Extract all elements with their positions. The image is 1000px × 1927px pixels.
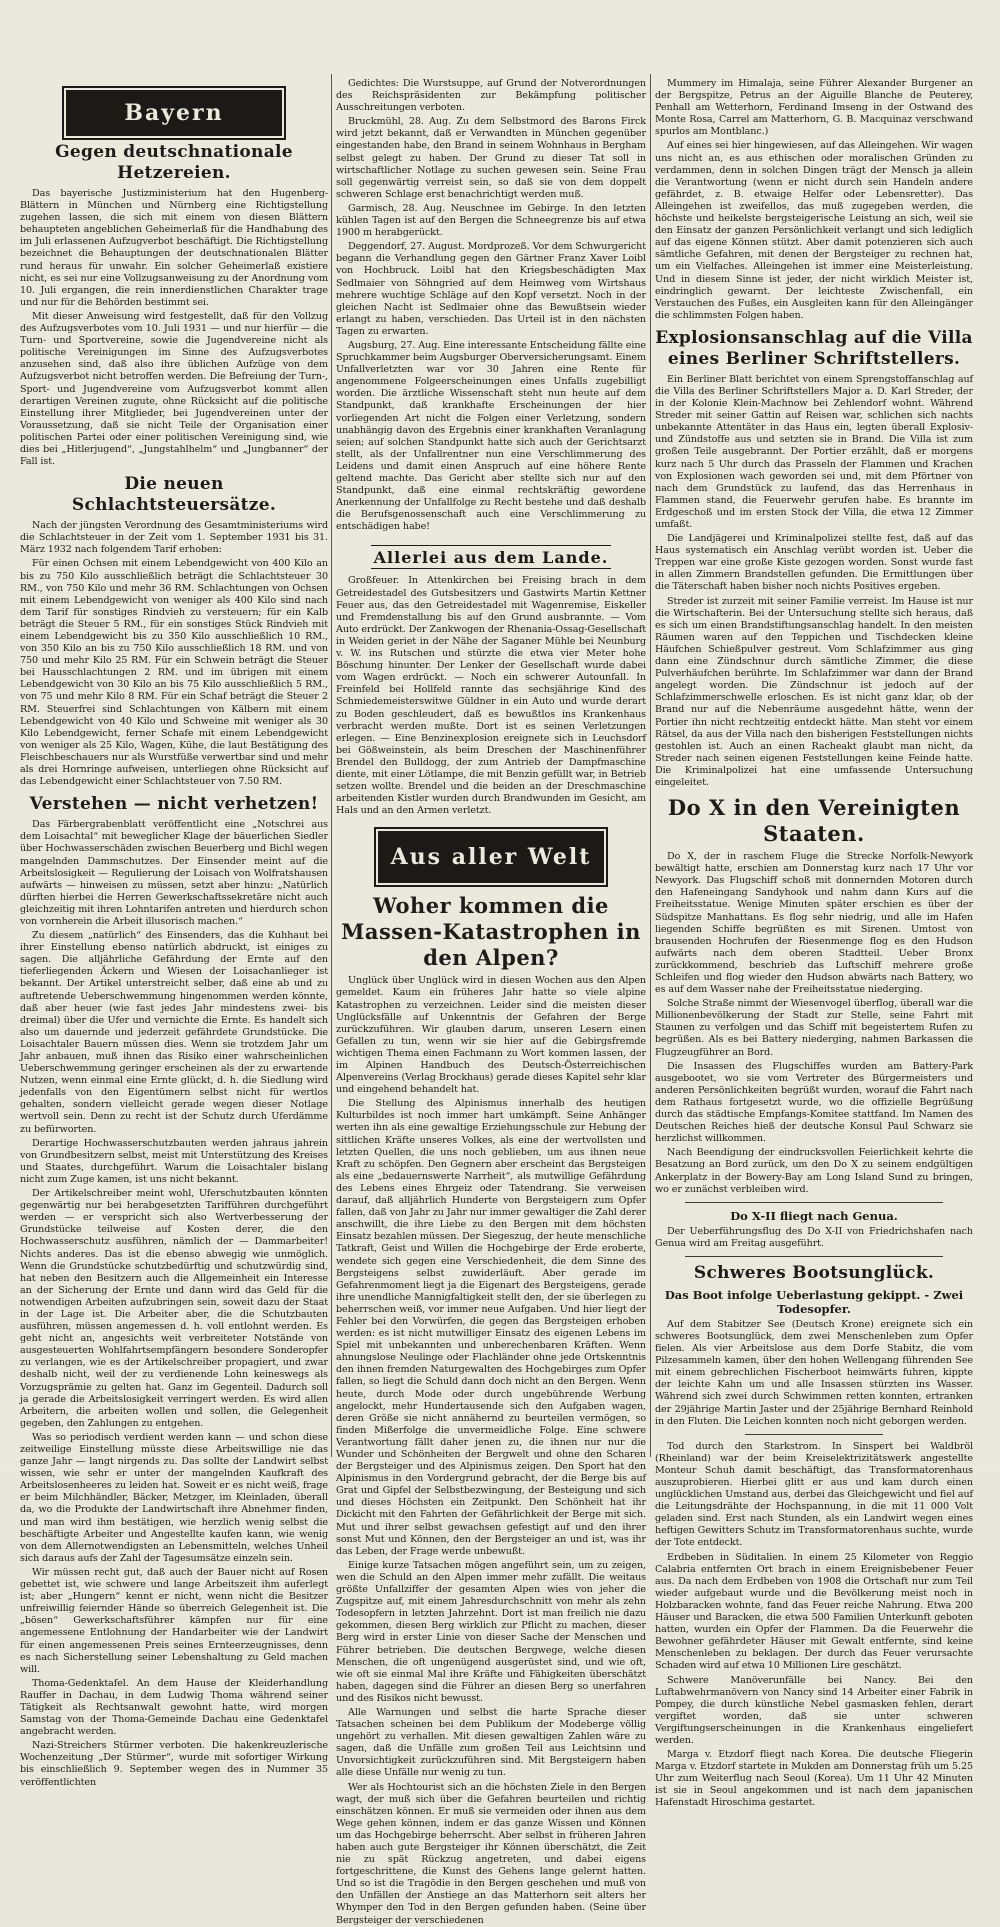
news-item: Marga v. Etzdorf fliegt nach Korea. Die deutsche Fliegerin Marga v. Etzdorf startete in Mukden am Donnerstag früh um 5.25 Uhr zum Weiterflug nach Seoul (Korea). Um 11 Uhr 42 Minuten ist sie in Seoul angekommen und ist nach dem japanischen Hafenstadt Hiroschima gestartet. bbox=[655, 1749, 973, 1809]
article-paragraph: Derartige Hochwasserschutzbauten werden jahraus jahrein von Grundbesitzern selbst, meist mit Unterstützung des Kreises und Staates, durchgeführt. Warum die Loisachtaler bislang nicht zum Zuge kamen, ist uns nicht bekannt. bbox=[20, 1137, 328, 1185]
article-headline: Schweres Bootsunglück. bbox=[693, 1262, 935, 1283]
article-paragraph: Wer als Hochtourist sich an die höchsten Ziele in den Bergen wagt, der muß sich über die Gefahren beurteilen und richtig einschätzen können. Er muß sie vermeiden oder ihnen aus dem Wege gehen können, indem er das ganze Wissen und Können um das Hochgebirge beherrscht. Aber selbst in früheren Jahren haben auch gute Bergsteiger ihr Können überschätzt, die Zeit nie zu spät Rückzug angetreten, und dabei eigens fortgeschrittene, die Kunst des Gehens lange gelernt hatten. Und so ist die Tragödie in den Bergen geschehen und muß von den Unfällen der Anstiege an das Matterhorn seit alters her Whymper den Tod in den Bergen gefunden haben. (Seine über Bergsteiger der verschiedenen bbox=[336, 1781, 646, 1926]
article-headline: Explosionsanschlag auf die Villa eines Berliner Schriftstellers. bbox=[655, 327, 973, 369]
article-headline: Do X-II fliegt nach Genua. bbox=[730, 1208, 898, 1223]
news-item: Großfeuer. In Attenkirchen bei Freising brach in dem Getreidestadel des Gutsbesitzers und Gastwirts Martin Kettner Feuer aus, das den Getreidestadel mit Wagenremise, Eiskeller und Fremdenstallung bis auf den Grund ausbrannte. — Vom Auto erdrückt. Der Zankwogen der Rhenania-Ossag-Gesellschaft in Weiden geriet in der Nähe der Saganer Mühle bei Neunburg v. W. ins Rutschen und stürzte die etwa vier Meter hohe Böschung hinunter. Der Lenker der Gesellschaft wurde dabei vom Wagen erdrückt. — Noch ein schwerer Autounfall. In Freinfeld bei Hollfeld rannte das sechsjährige Kind des Schmiedemeisterswitwe Güldner in ein Auto und wurde derart zu Boden geschleudert, daß es bewußtlos ins Krankenhaus verbracht werden mußte. Dort ist es seinen Verletzungen erlegen. — Eine Benzinexplosion ereignete sich in Leuchsdorf bei Gößweinstein, als beim Dreschen der Maschinenführer Brendel den Bulldogg, der zum Antrieb der Dampfmaschine diente, mit einer Lötlampe, die mit Benzin gefüllt war, in Betrieb setzen wollte. Brendel und die beiden an der Dreschmaschine arbeitenden Kistler wurden durch Brandwunden im Gesicht, am Hals und an den Armen verletzt. bbox=[336, 575, 646, 817]
news-item: Bruckmühl, 28. Aug. Zu dem Selbstmord des Barons Firck wird jetzt bekannt, daß er Verwandten in München gegenüber eingestanden habe, den Brand in seinem Wohnhaus in Bergham selbst gelegt zu haben. Der Grund zu dieser Tat soll in wirtschaftlicher Notlage zu suchen gewesen sein. Seine Frau soll gegenwärtig verreist sein, so daß sie von dem doppelt schweren Schlage erst benachrichtigt werden muß. bbox=[336, 116, 646, 200]
article-paragraph: Wir müssen recht gut, daß auch der Bauer nicht auf Rosen gebettet ist, wie schwere und lange Arbeitszeit ihm auferlegt ist; aber „Hungern“ kennt er nicht, wenn nicht die Besitzer unfreiwillig feiernder Hände so überreich Gelegenheit ist. Die „bösen“ Gewerkschaftsführer kämpfen nur für eine angemessene Entlohnung der Handarbeiter wie der Landwirt für einen angemessenen Preis seines Ernteerzeugnisses, denn es nach Sicherstellung seiner Lebenshaltung zu Geld machen will. bbox=[20, 1566, 328, 1675]
divider bbox=[745, 1434, 883, 1435]
column-3 bbox=[655, 78, 973, 1809]
news-item: Thoma-Gedenktafel. An dem Hause der Kleiderhandlung Rauffer in Dachau, in dem Ludwig Thoma während seiner Tätigkeit als Rechtsanwalt gewohnt hatte, wird morgen Samstag von der Thoma-Gemeinde Dachau eine Gedenktafel angebracht werden. bbox=[20, 1677, 328, 1738]
divider bbox=[685, 1256, 943, 1257]
article-paragraph: Auf eines sei hier hingewiesen, auf das Alleingehen. Wir wagen uns nicht an, es aus ethischen oder moralischen Gründen zu verdammen, denn in solchen Dingen trägt der Mensch ja allein die Verantwortung (wenn er nicht durch sein Handeln andere gefährdet, z. B. etwaige Helfer oder Lebensretter). Das Alleingehen ist zweifellos, das muß zugegeben werden, die höchste und heikelste bergsteigerische Leistung an sich, weil sie den Einsatz der ganzen Persönlichkeit verlangt und sich lediglich auf das eigene Können stützt. Aber damit potenzieren sich auch sämtliche Gefahren, mit denen der Bergsteiger zu rechnen hat, um ein Vielfaches. Alleingehen ist immer eine Meisterleistung. Und in diesem Sinne ist jeder, der nicht wirklich Meister ist, eindringlich gewarnt. Der leichteste Zwischenfall, ein Verstauchen des Fußes, ein Ausgleiten kann für den Alleingänger die schlimmsten Folgen haben. bbox=[655, 140, 973, 321]
article-paragraph: Einige kurze Tatsachen mögen angeführt sein, um zu zeigen, wen die Schuld an den Alpen immer mehr zufällt. Die weitaus größte Unfallziffer der gesamten Alpen wies von jeher die Zugspitze auf, mit einem Jahresdurchschnitt von mehr als zehn Todesopfern in letzten Jahrzehnt. Dort ist man freilich nie dazu gekommen, diesen Berg wirklich zur Pflicht zu machen, dieser Berg wird in erster Linie von dieser Sache der Menschen und Führer betrieben. Die deutschen Bergwege, welche diesen Menschen, die oft ungenügend ausgerüstet sind, und wie oft, wie oft sie einmal Mal ihre Kräfte und Fähigkeiten überschätzt haben, dagegen sind die Führer an diesen Berg so unerfahren und des Risikos nicht bewusst. bbox=[336, 1559, 646, 1704]
article-headline: Die neuen Schlachtsteuersätze. bbox=[71, 474, 277, 516]
section-banner-allerlei: Allerlei aus dem Lande. bbox=[371, 545, 611, 569]
news-item: Tod durch den Starkstrom. In Sinspert bei Waldbröl (Rheinland) war der beim Kreiselektrizitätswerk angestellte Monteur Schuh damit beschäftigt, das Transformatorenhaus auszuprobieren. Hierbei glitt er aus und kam durch einen unglücklichen Umstand aus, derbei das Gleichgewicht und fiel auf die Leitungsdrähte der Hochspannung, in die mit 11 000 Volt geladen sind. Erst nach Stunden, als ein Landwirt wegen eines heftigen Gewitters Schutz im Transformatorenhaus suchte, wurde der Tote entdeckt. bbox=[655, 1440, 973, 1549]
news-item: Augsburg, 27. Aug. Eine interessante Entscheidung fällte eine Spruchkammer beim Augsburger Oberversicherungsamt. Einem Unfallverletzten war vor 30 Jahren eine Rente für angenommene Folgeerscheinungen eines Unfalls zugebilligt worden. Die ärztliche Wissenschaft steht nun heute auf dem Standpunkt, daß krankhafte Erscheinungen der hier vorliegenden Art nicht die Folgen einer Verletzung, sondern unabhängig davon des Ergebnis einer krankhaften Veranlagung seien; auf solchen Standpunkt hatte sich auch der Gerichtsarzt stellt, als der Unfallrentner nun eine Verschlimmerung des Leidens und damit einen Anspruch auf eine höhere Rente geltend machte. Das Gericht aber stellte sich nur auf den Standpunkt, daß eine einmal rechtskräftig gewordene Anerkennung der Unfallfolge zu Recht bestehe und daß deshalb die Berufsgenossenschaft auch eine Verschlimmerung zu entschädigen habe! bbox=[336, 339, 646, 533]
article-paragraph: Unglück über Unglück wird in diesen Wochen aus den Alpen gemeldet. Kaum ein früheres Jahr hatte so viele alpine Katastrophen zu verzeichnen. Leider sind die meisten dieser Unglücksfälle auf Unkenntnis der Gefahren der Berge zurückzuführen. Wir glauben darum, unseren Lesern einen Gefallen zu tun, wenn wir sie hier auf die Gebirgsfremde wichtigen Thema einen Fachmann zu Wort kommen lassen, der im Alpinen Handbuch des Deutsch-Österreichischen Alpenvereins (Verlag Brockhaus) gerade dieses Kapitel sehr klar und eingehend behandelt hat. bbox=[336, 975, 646, 1096]
article-paragraph: Die Stellung des Alpinismus innerhalb des heutigen Kulturbildes ist noch immer hart umkämpft. Seine Anhänger werten ihn als eine gewaltige Erziehungsschule zur Hebung der sittlichen Kräfte unseres Volkes, als eine der wertvollsten und letzten Quellen, die uns noch geblieben, um aus ihnen neue Kraft zu schöpfen. Den Gegnern aber erscheint das Bergsteigen als eine „bedauernswerte Narrheit“, als mutwillige Gefährdung des Lebens eines Ehrgeiz oder Tatendrang. Sie verweisen darauf, daß alljährlich Hunderte von Bergsteigern zum Opfer fallen, daß von Jahr zu Jahr nur immer gewaltiger die Zahl derer anschwillt, die ihre Liebe zu den Bergen mit dem höchsten Einsatz bezahlen müssen. Der Siegeszug, der heute menschliche Tatkraft, Geist und Willen die Hochgebirge der Erde eroberte, wendete sich gegen eine Verschiedenheit, die dem Sinne des Bergsteigens selbst zuwiderläuft. Aber gerade im Gefahrenmoment liegt ja die Eigenart des Bergsteigens, gerade ihre unendliche Mannigfaltigkeit stellt den, der sie überlegen zu beherrschen weiß, vor immer neue Aufgaben. Und hier liegt der Fehler bei den Vorwürfen, die gegen das Bergsteigen erhoben werden: es ist nicht mutwilliger Einsatz des eigenen Lebens im Spiel mit unbekannten und unberechenbaren Kräften. Wenn ahnungslose Neulinge oder Flachländer ohne jede Ortskenntnis den ihnen fremden Naturgewalten des Hochgebirges zum Opfer fallen, so liegt die Schuld dann doch nicht an den Bergen. Wenn heute, durch Mode oder durch ungebührende Werbung angelockt, mehr Hundertausende sich den Aufgaben wagen, deren Größe sie nicht annähernd zu beurteilen vermögen, so finden Mißerfolge die unvermeidliche Folge. Eine schwere Verantwortung fällt daher jenen zu, die ihnen nur nur die Wunder und Schönheiten der Bergwelt und ohne den Scharen der Bergsteiger und des Alpinismus zeigen. Den Sport hat den Alpinismus in den Vordergrund gebracht, der die Berge bis auf Grat und Gipfel der Selbstbezwingung, der Besteigung und sich und dieses Höchsten ein Zeitpunkt. Den Schönheit hat ihr Dickicht mit den Fahrten der Gefährlichkeit der Berge mit sich. Mut und ihrer selbst gewachsen gefestigt auf und den ihrer sonst Mut und Können, den der Bergsteiger an und ist, was ihr das Leben, der Frage werde unbewußt. bbox=[336, 1098, 646, 1557]
article-paragraph: Alle Warnungen und selbst die harte Sprache dieser Tatsachen scheinen bei dem Publikum der Modeberge völlig ungehört zu verhallen. Mit diesen gewaltigen Zahlen wäre zu sagen, daß die Unfälle zum großen Teil aus Leichtsinn und Unvorsichtigkeit zurückzuführen sind. Mit Bergsteigern haben alle diese Unfälle nur wenig zu tun. bbox=[336, 1706, 646, 1779]
column-rule bbox=[331, 74, 332, 1457]
article-paragraph: Die Landjägerei und Kriminalpolizei stellte fest, daß auf das Haus systematisch ein Anschlag verübt worden ist. Ueber die Treppen war eine große Kiste gezogen worden. Sonst wurde fast in allen Zimmern Brandstellen gefunden. Die Ermittlungen über die Täterschaft haben bisher noch nichts Positives ergeben. bbox=[655, 533, 973, 593]
article-paragraph: Auf dem Stabitzer See (Deutsch Krone) ereignete sich ein schweres Bootsunglück, dem zwei Menschenleben zum Opfer fielen. Als vier Arbeitslose aus dem Dorfe Stabitz, die vom Pilzesammeln kamen, über den hohen Wellengang führenden See mit einem gebrechlichen Fischerboot heimwärts fuhren, kippte der leichte Kahn um und alle Insassen stürzten ins Wasser. Während sich zwei durch Schwimmen retten konnten, ertranken der 29jährige Martin Jaster und der 25jährige Bernhard Reinhold in den Fluten. Die Leichen konnten noch nicht geborgen werden. bbox=[655, 1318, 973, 1427]
article-paragraph: Streder ist zurzeit mit seiner Familie verreist. Im Hause ist nur die Wirtschafterin. Bei der Untersuchung stellte sich heraus, daß es sich um einen Brandstiftungsanschlag handelt. In den meisten Räumen waren auf den Teppichen und Tischdecken kleine Häufchen Schießpulver gestreut. Vom Schlafzimmer aus ging dann eine Zündschnur durch sämtliche Zimmer, die diese Pulverhäufchen berührte. Im Schlafzimmer war dann der Brand angelegt worden. Die Zündschnur ist jedoch auf der Schlafzimmerschwelle erloschen. Es ist nicht ganz klar, ob der Brand nur auf die Nebenräume ausgedehnt hätte, wenn der Portier ihn nicht rechtzeitig entdeckt hätte. Man steht vor einem Rätsel, da aus der Villa nach den bisherigen Feststellungen nichts gestohlen ist. Auch an einen Racheakt glaubt man nicht, da Streder nach seinen eigenen Feststellungen keine Feinde hatte. Die Kriminalpolizei hat eine umfassende Untersuchung eingeleitet. bbox=[655, 595, 973, 788]
article-paragraph: Der Artikelschreiber meint wohl, Uferschutzbauten könnten gegenwärtig nur bei herabgesetzten Tarifführen durchgeführt werden — er verspricht sich also Wertverbesserung der Grundstücke teilweise auf Kosten derer, die den Hochwasserschutz ausführen, nämlich der — Dammarbeiter! Nichts anderes. Das ist die ebenso abwegig wie unmöglich. Wenn die Grundstücke schutzbedürftig und schutzwürdig sind, hat neben den Besitzern auch die Allgemeinheit ein Interesse an der Sicherung der Ernte und dann wird das Geld für die notwendigen Arbeiten aufzubringen sein, soweit dazu der Staat in der Lage ist. Die Arbeiter aber, die die Schutzbauten ausführen, müssen angemessen d. h. voll entlohnt werden. Es geht nicht an, angesichts weit verbreiteter Notstände von ausgesteuerten Wohlfahrtsempfängern besondere Sonderopfer zu verlangen, wie es der Artikelschreiber propagiert, und zwar deshalb nicht, weil der zu verdienende Lohn keineswegs als Vorzugsprämie zu gelten hat. Ganz im Gegenteil. Dadurch soll ja gerade die Arbeitslosigkeit verringert werden. Es wird allen Arbeitern, die arbeiten wollen und sollen, die Gelegenheit gegeben, den Zahlungen zu entgehen. bbox=[20, 1188, 328, 1429]
divider bbox=[685, 1202, 943, 1203]
article-headline: Gegen deutschnationale Hetzereien. bbox=[55, 142, 293, 183]
article-paragraph: Mit dieser Anweisung wird festgestellt, daß für den Vollzug des Aufzugsverbotes vom 10. Juli 1931 — und nur hierfür — die Turn- und Sportvereine, sowie die Jugendvereine nicht als politische Vereinigungen im Sinne des Aufzugsverbotes anzusehen sind, daß also ihre üblichen Aufzüge von dem Aufzugsverbot nicht betroffen werden. Die Befreiung der Turn-, Sport- und Jugendvereine vom Aufzugsverbot kommt allen derartigen Vereinen zugute, ohne Rücksicht auf die politische Einstellung ihrer Mitglieder, bei Jugendvereinen unter der Voraussetzung, daß sie nicht Teile der Organisation einer politischen Partei oder einer politischen Vereinigung sind, wie dies bei „Hitlerjugend“, „Jungstahlhelm“ und „Jungbanner“ der Fall ist. bbox=[20, 310, 328, 468]
article-paragraph: Die Insassen des Flugschiffes wurden am Battery-Park ausgebootet, wo sie vom Vertreter des Bürgermeisters und anderen Persönlichkeiten begrüßt wurden, worauf die Fahrt nach dem Rathaus fortgesetzt wurde, wo die offizielle Begrüßung durch das städtische Empfangs-Komitee stattfand. Im Namen des Deutschen Reiches hieß der deutsche Konsul Paul Schwarz sie herzlichst willkommen. bbox=[655, 1060, 973, 1145]
article-subheadline: Das Boot infolge Ueberlastung gekippt. - Zwei Todesopfer. bbox=[664, 1287, 964, 1316]
news-item: Erdbeben in Süditalien. In einem 25 Kilometer von Reggio Calabria entfernten Ort brach in einem Ereignisbebener Feuer aus. Da nach dem Erdbeben von 1908 die Ortschaft nur zum Teil wieder aufgebaut wurde und die Bevölkerung meist noch in Holzbaracken wohnte, fand das Feuer reiche Nahrung. Etwa 200 Häuser und Baracken, die etwa 500 Familien Unterkunft geboten hatten, wurden ein Opfer der Flammen. Da die Feuerwehr die Bewohner gefährdeter Häuser mit Gewalt entfernte, sind keine Menschenleben zu beklagen. Der durch das Feuer verursachte Schaden wird auf etwa 10 Millionen Lire geschätzt. bbox=[655, 1551, 973, 1672]
article-paragraph: Mummery im Himalaja, seine Führer Alexander Burgener an der Bergspitze, Petrus an der Aiguille Blanche de Peuterey, Penhall am Wetterhorn, Ferdinand Imseng in der Ostwand des Monte Rosa, Carrel am Matterhorn, G. B. Macquinaz verschwand spurlos am Montblanc.) bbox=[655, 78, 973, 138]
article-paragraph: Do X, der in raschem Fluge die Strecke Norfolk-Newyork bewältigt hatte, erschien am Donnerstag kurz nach 17 Uhr vor Newyork. Das Flugschiff schoß mit donnernden Motoren durch den Hafeneingang Sandyhook und nahm dann Kurs auf die Freiheitsstatue. Wenige Minuten später erschien es über der Südspitze Manhattans. Es flog sehr niedrig, und alle im Hafen liegenden Schiffe begrüßten es mit Sirenen. Umtost von brausenden Hochrufen der Riesenmenge flog es den Hudson aufwärts nach dem oberen Stadtteil. Ueber Bronx zurückkommend, beschrieb das Luftschiff mehrere große Schleifen und flog wieder den Hudson abwärts nach Battery, wo es auf dem Wasser nahe der Freiheitsstatue niederging. bbox=[655, 851, 973, 996]
column-rule bbox=[650, 74, 651, 1457]
article-paragraph: Zu diesem „natürlich“ des Einsenders, das die Kuhhaut bei ihrer Einstellung ebenso natürlich abdruckt, ist einiges zu sagen. Die alljährliche Gefährdung der Ernte auf den tieferliegenden Äckern und Wiesen der Loisachanlieger ist bekannt. Der Artikel unterstreicht selber, daß eine ab und zu auftretende Ueberschwemmung hingenommen werden könnte, daß aber heuer (wie fast jedes Jahr mindestens zwei- bis dreimal) über die Ufer und vernichte die Ernte. Es handelt sich also um dauernde und jederzeit gefährdete Grundstücke. Die Loisachtaler Bauern müssen dies. Wenn sie trotzdem Jahr um Jahr anbauen, muß ihnen das Risiko einer wahrscheinlichen Ueberschwemmung geringer erscheinen als der zu erwartende Nutzen, wenn einmal eine Ernte glückt, d. h. die Siedlung wird jedenfalls von den Eigentümern selbst nicht für wertlos gehalten, sondern vielleicht gerade wegen dieser Notlage wertvoll sein. Denn zu recht ist der Schutz durch Uferdämme zu befürworten. bbox=[20, 930, 328, 1135]
column-1 bbox=[20, 78, 328, 1788]
article-headline: Do X in den Vereinigten Staaten. bbox=[667, 795, 961, 847]
article-headline: Verstehen — nicht verhetzen! bbox=[29, 794, 319, 815]
article-paragraph: Nach Beendigung der eindrucksvollen Feierlichkeit kehrte die Besatzung an Bord zurück, um den Do X zu seinem endgültigen Ankerplatz in der Bowery-Bay am Long Island Sund zu bringen, wo er zunächst verbleiben wird. bbox=[655, 1147, 973, 1195]
article-paragraph: Der Ueberführungsflug des Do X-II von Friedrichshafen nach Genua wird am Freitag ausgeführt. bbox=[655, 1225, 973, 1249]
article-paragraph: Was so periodisch verdient werden kann — und schon diese zeitweilige Einstellung müsste diese Arbeitswillige nie das ganze Jahr — langt nirgends zu. Das sollte der Landwirt selbst wissen, wie sehr er unter der mangelnden Kaufkraft des Arbeitslosenheeres zu leiden hat. Soweit er es nicht weiß, frage er beim Milchhändler, Bäcker, Metzger, im Kleinladen, überall da, wo die Produkte der Landwirtschaft ihre Abnehmer finden, und man wird ihm bestätigen, wie herzlich wenig selbst die beschäftigte Arbeiter und Angestellte kaufen kann, wie wenig von dem Allernotwendigsten an Lebensmitteln, welches Unheil sich daraus aufs der Zahl der Tagesumsätze einzeln sein. bbox=[20, 1431, 328, 1564]
section-banner-aus-aller-welt: Aus aller Welt bbox=[378, 831, 604, 883]
news-item: Nazi-Streichers Stürmer verboten. Die hakenkreuzlerische Wochenzeitung „Der Stürmer“, wurde mit sofortiger Wirkung bis einschließlich 9. September wegen des in Nummer 35 veröffentlichten bbox=[20, 1740, 328, 1788]
article-paragraph: Das Färbergrabenblatt veröffentlicht eine „Notschrei aus dem Loisachtal“ mit beweglicher Klage der bäuerlichen Siedler über Hochwasserschäden zwischen Beuerberg und Bichl wegen mangelnden Dammschutzes. Der Einsender meint auf die Arbeitslosigkeit — Regulierung der Loisach von Wolfratshausen aufwärts — hinweisen zu müssen, setzt aber hinzu: „Natürlich dürften hierbei die Herren Gewerkschaftssekretäre nicht auch gleichzeitig mit ihren Lohntarifen antreten und hierdurch schon von vornherein die Arbeit illusorisch machen.“ bbox=[20, 819, 328, 927]
section-banner-bayern: Bayern bbox=[66, 90, 282, 136]
news-item: Garmisch, 28. Aug. Neuschnee im Gebirge. In den letzten kühlen Tagen ist auf den Bergen die Schneegrenze bis auf etwa 1900 m herabgerückt. bbox=[336, 202, 646, 239]
article-paragraph: Nach der jüngsten Verordnung des Gesamtministeriums wird die Schlachtsteuer in der Zeit vom 1. September 1931 bis 31. März 1932 nach folgendem Tarif erhoben: bbox=[20, 520, 328, 556]
article-paragraph: Solche Straße nimmt der Wiesenvogel überflog, überall war die Millionenbevölkerung der Stadt zur Stelle, seine Fahrt mit Staunen zu verfolgen und das Schiff mit begeistertem Rufen zu begrüßen. Als es bei Battery niederging, nahmen Barkassen die Flugzeugführer an Bord. bbox=[655, 998, 973, 1058]
article-paragraph: Das bayerische Justizministerium hat den Hugenberg-Blättern in München und Nürnberg eine Richtigstellung zugehen lassen, die sich mit einem von diesen Blättern behaupteten angeblichen Geheimerlaß für die Handhabung des im Juli erlassenen Aufzugverbot beschäftigt. Die Richtigstellung bezeichnet die Behauptungen der deutschnationalen Blätter rund heraus für unwahr. Ein solcher Geheimerlaß existiere nicht, es sei nur eine Vollzugsanweisung zu der Anordnung vom 10. Juli ergangen, die rein innerdienstlichen Charakter trage und nur für die Behörden bestimmt sei. bbox=[20, 188, 328, 308]
column-2 bbox=[336, 78, 646, 1926]
article-paragraph: Ein Berliner Blatt berichtet von einem Sprengstoffanschlag auf die Villa des Berliner Schriftstellers Major a. D. Karl Streder, der in der Kolonie Klein-Machnow bei Zehlendorf wohnt. Während Streder mit seiner Gattin auf Reisen war, schlichen sich nachts unbekannte Attentäter in das Haus ein, legten überall Explosiv- und Zündstoffe aus und setzten sie in Brand. Die Villa ist zum großen Teile ausgebrannt. Der Portier erzählt, daß er morgens kurz nach 5 Uhr durch das Prasseln der Flammen und Krachen von Explosionen wach geworden sei und, mit dem Pförtner von nach dem Grundstück zu laufend, das das Herrenhaus in Flammen stand, die Feuerwehr gerufen habe. Es brannte im Erdgeschoß und im ersten Stock der Villa, die etwa 12 Zimmer umfaßt. bbox=[655, 373, 973, 530]
article-headline: Woher kommen die Massen-Katastrophen in den Alpen? bbox=[341, 893, 641, 971]
news-item: Deggendorf, 27. August. Mordprozeß. Vor dem Schwurgericht begann die Verhandlung gegen den Gärtner Franz Xaver Loibl von Hochbruck. Loibl hat den Kriegsbeschädigten Max Sedlmaier von Söhngried auf dem Heimweg vom Wirtshaus mehrere wuchtige Schläge auf den Kopf versetzt. Noch in der gleichen Nacht ist Sedlmaier ohne das Bewußtsein wieder erlangt zu haben, verschieden. Das Urteil ist in den nächsten Tagen zu erwarten. bbox=[336, 241, 646, 337]
article-paragraph: Gedichtes: Die Wurstsuppe, auf Grund der Notverordnungen des Reichspräsidenten zur Bekämpfung politischer Ausschreitungen verboten. bbox=[336, 78, 646, 114]
news-item: Schwere Manöverunfälle bei Nancy. Bei den Luftabwehrmanövern von Nancy sind 14 Arbeiter einer Fabrik in Pompey, die durch künstliche Nebel gasmasken fehlen, derart vergiftet worden, daß sie unter schweren Vergiftungserscheinungen in die Krankenhaus eingeliefert werden. bbox=[655, 1674, 973, 1746]
article-paragraph: Für einen Ochsen mit einem Lebendgewicht von 400 Kilo an bis zu 750 Kilo ausschließlich beträgt die Schlachtsteuer 30 RM., von 750 Kilo und mehr 36 RM. Schlachtungen von Ochsen mit einem Lebendgewicht von weniger als 400 Kilo sind nach dem Tarif für sonstiges Rindvieh zu versteuern; für ein Kalb beträgt die Steuer 5 RM., für ein sonstiges Stück Rindvieh mit einem Lebendgewicht bis zu 350 Kilo ausschließlich 10 RM., von 350 Kilo an bis zu 750 Kilo ausschließlich 18 RM. und von 750 und mehr Kilo 25 RM. Für ein Schwein beträgt die Steuer bei Hausschlachtungen 2 RM. und im übrigen mit einem Lebendgewicht von 30 Kilo an bis 75 Kilo ausschließlich 5 RM., von 75 und mehr Kilo 8 RM. Für ein Schaf beträgt die Steuer 2 RM. Steuerfrei sind Schlachtungen von Kälbern mit einem Lebendgewicht von 40 Kilo und Schweine mit weniger als 30 Kilo Lebendgewicht, ferner Schafe mit einem Lebendgewicht von weniger als 25 Kilo, Wagen, Kühe, die laut Bestätigung des Fleischbeschauers nur als Wurstfüße verwertbar sind und mehr als drei Hornringe aufweisen, unterliegen ohne Rücksicht auf das Lebendgewicht einer Schlachtsteuer von 7.50 RM. bbox=[20, 558, 328, 788]
